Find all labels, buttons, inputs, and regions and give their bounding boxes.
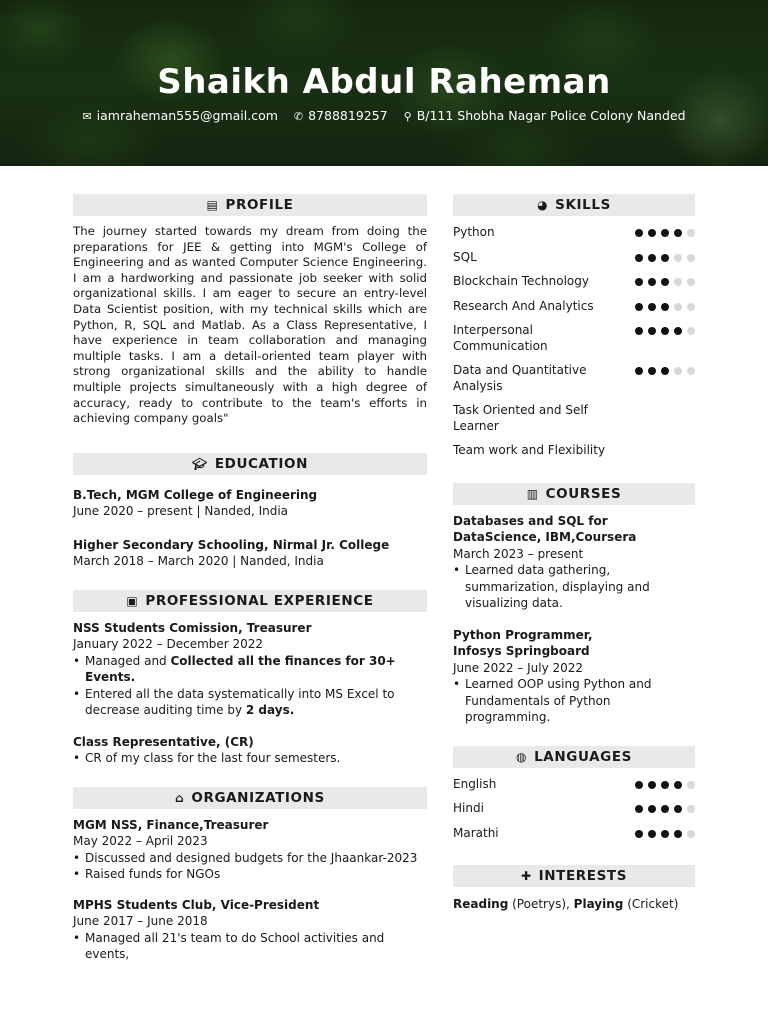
rating-dot xyxy=(687,303,695,311)
profile-heading: ▤ PROFILE xyxy=(73,194,427,216)
language-row-name: Hindi xyxy=(453,801,484,815)
rating-dot xyxy=(648,278,656,286)
skill-row xyxy=(453,274,695,290)
skill-row xyxy=(453,443,695,459)
skill-row-name: Team work and Flexibility xyxy=(453,443,606,457)
rating-dot xyxy=(674,327,682,335)
contact-email[interactable]: ✉ iamraheman555@gmail.com xyxy=(82,108,278,123)
language-row xyxy=(453,826,695,842)
rating-dot xyxy=(661,254,669,262)
interests-text: Reading (Poetrys), Playing (Cricket) xyxy=(453,897,679,911)
language-row xyxy=(453,777,695,793)
bullet: • Learned OOP using Python and Fundamentals of Python programming. xyxy=(453,676,695,726)
skill-row-name: Interpersonal Communication xyxy=(453,323,548,353)
rating-dots xyxy=(635,225,695,237)
language-row-name: English xyxy=(453,776,497,791)
language-row xyxy=(453,801,695,817)
building-icon: ⌂ xyxy=(175,790,185,805)
rating-dot xyxy=(635,805,643,813)
bullet: • Raised funds for NGOs xyxy=(73,866,427,883)
skill-row xyxy=(453,363,695,394)
languages-heading: ◍ LANGUAGES xyxy=(453,746,695,768)
skill-row xyxy=(453,323,695,354)
rating-dot xyxy=(648,830,656,838)
rating-dot xyxy=(661,278,669,286)
rating-dots xyxy=(635,363,695,375)
bullet: • Discussed and designed budgets for the Jhaankar-2023 xyxy=(73,850,427,867)
rating-dot xyxy=(635,303,643,311)
rating-dots xyxy=(635,777,695,789)
rating-dot xyxy=(648,781,656,789)
rating-dot xyxy=(648,229,656,237)
rating-dots xyxy=(635,323,695,335)
skill-row-name: Task Oriented and Self Learner xyxy=(453,403,588,433)
books-icon: ▥ xyxy=(526,486,539,501)
rating-dot xyxy=(687,327,695,335)
rating-dot xyxy=(635,367,643,375)
skills-heading: ◕ SKILLS xyxy=(453,194,695,216)
education-entry: B.Tech, MGM College of Engineering June 2020 – present | Nanded, India xyxy=(73,487,318,519)
rating-dot xyxy=(661,367,669,375)
bullet: • Managed all 21's team to do School activities and events, xyxy=(73,930,427,963)
rating-dot xyxy=(635,830,643,838)
rating-dots xyxy=(635,299,695,311)
experience-heading: ▣ PROFESSIONAL EXPERIENCE xyxy=(73,590,427,612)
skill-row-name: Python xyxy=(453,225,495,239)
contact-info xyxy=(0,108,768,123)
rating-dot xyxy=(635,278,643,286)
candidate-name: Shaikh Abdul Raheman xyxy=(157,62,611,102)
rating-dot xyxy=(674,367,682,375)
rating-dot xyxy=(648,805,656,813)
bullet: • CR of my class for the last four semesters. xyxy=(73,750,427,767)
rating-dot xyxy=(687,229,695,237)
contact-phone[interactable]: ✆ 8788819257 xyxy=(293,108,388,123)
id-card-icon: ▤ xyxy=(206,198,219,212)
skill-row-name: Data and Quantitative Analysis xyxy=(453,363,587,393)
left-column xyxy=(73,194,427,963)
rating-dots xyxy=(635,250,695,262)
rating-dot xyxy=(687,367,695,375)
rating-dot xyxy=(674,229,682,237)
organizations-heading: ⌂ ORGANIZATIONS xyxy=(73,787,427,809)
rating-dot xyxy=(661,805,669,813)
rating-dot xyxy=(635,327,643,335)
rating-dots xyxy=(635,274,695,286)
rating-dot xyxy=(687,830,695,838)
globe-icon: ◍ xyxy=(516,749,528,764)
rating-dot xyxy=(635,254,643,262)
skill-row-name: Blockchain Technology xyxy=(453,274,589,288)
right-column xyxy=(453,194,695,911)
rating-dot xyxy=(648,254,656,262)
rating-dot xyxy=(674,830,682,838)
skill-row-name: Research And Analytics xyxy=(453,298,594,313)
experience-entry: Class Representative, (CR) • CR of my class for the last four semesters. xyxy=(73,734,427,767)
rating-dot xyxy=(635,781,643,789)
rating-dot xyxy=(661,303,669,311)
envelope-icon: ✉ xyxy=(82,110,92,123)
rating-dot xyxy=(661,327,669,335)
languages-list xyxy=(453,777,695,842)
header-banner xyxy=(0,0,768,166)
skills-list xyxy=(453,225,695,459)
graduation-cap-icon: 🎓︎ xyxy=(192,456,208,471)
palette-icon: ◕ xyxy=(537,198,549,212)
rating-dot xyxy=(674,805,682,813)
rating-dot xyxy=(648,327,656,335)
contact-address: ⚲ B/111 Shobha Nagar Police Colony Nanded xyxy=(403,108,686,123)
rating-dot xyxy=(661,830,669,838)
rating-dot xyxy=(661,781,669,789)
course-entry: Databases and SQL for DataScience, IBM,Coursera March 2023 – present • Learned data gathering, summarization, displaying and visualizing data. xyxy=(453,513,695,612)
bullet: • Learned data gathering, summarization, displaying and visualizing data. xyxy=(453,562,695,612)
organization-entry: MGM NSS, Finance,Treasurer May 2022 – April 2023 • Discussed and designed budgets for the Jhaankar-2023 • Raised funds for NGOs xyxy=(73,817,427,883)
courses-heading: ▥ COURSES xyxy=(453,483,695,505)
rating-dot xyxy=(687,254,695,262)
phone-icon: ✆ xyxy=(293,110,304,123)
rating-dots xyxy=(635,826,695,838)
rating-dot xyxy=(674,303,682,311)
briefcase-icon: ▣ xyxy=(126,593,139,608)
rating-dot xyxy=(648,303,656,311)
skill-row xyxy=(453,225,695,241)
rating-dot xyxy=(648,367,656,375)
skill-row xyxy=(453,403,695,434)
rating-dot xyxy=(674,781,682,789)
experience-entry: NSS Students Comission, Treasurer January 2022 – December 2022 • Managed and Collected all the finances for 30+ Events. • Entered all the data systematically into MS Excel to decrease auditing time by 2 days. xyxy=(73,620,427,719)
location-pin-icon: ⚲ xyxy=(403,110,412,123)
rating-dot xyxy=(674,254,682,262)
language-row-name: Marathi xyxy=(453,825,499,840)
rating-dot xyxy=(687,278,695,286)
rating-dot xyxy=(661,229,669,237)
puzzle-icon: ✚ xyxy=(520,869,532,883)
rating-dot xyxy=(674,278,682,286)
skill-row xyxy=(453,250,695,266)
rating-dot xyxy=(687,805,695,813)
education-heading: 🎓︎ EDUCATION xyxy=(73,453,427,475)
skill-row xyxy=(453,299,695,315)
course-entry: Python Programmer, Infosys Springboard June 2022 – July 2022 • Learned OOP using Python and Fundamentals of Python programming. xyxy=(453,627,695,726)
organization-entry: MPHS Students Club, Vice-President June 2017 – June 2018 • Managed all 21's team to do School activities and events, xyxy=(73,897,427,963)
skill-row-name: SQL xyxy=(453,249,477,264)
bullet: • Entered all the data systematically into MS Excel to decrease auditing time by 2 days. xyxy=(73,686,427,719)
education-entry: Higher Secondary Schooling, Nirmal Jr. College March 2018 – March 2020 | Nanded, India xyxy=(73,537,390,569)
bullet: • Managed and Collected all the finances for 30+ Events. xyxy=(73,653,427,686)
profile-text: The journey started towards my dream from doing the preparations for JEE & getting into MGM's College of Engineering and as wanted Computer Science Engineering. I am a hardworking and passionate job seeker with solid organizational skills. I am eager to secure an entry-level Data Scientist position, with my technical skills which are Python, R, SQL and Matlab. As a Class Representative, I have experience in team collaboration and managing multiple tasks. I am a detail-oriented team player with strong organizational skills and the ability to handle multiple projects simultaneously with a high degree of accuracy, ready to contribute to the team's efforts in achieving company goals" xyxy=(73,224,427,426)
interests-heading: ✚ INTERESTS xyxy=(453,865,695,887)
rating-dot xyxy=(687,781,695,789)
rating-dots xyxy=(635,801,695,813)
rating-dot xyxy=(635,229,643,237)
